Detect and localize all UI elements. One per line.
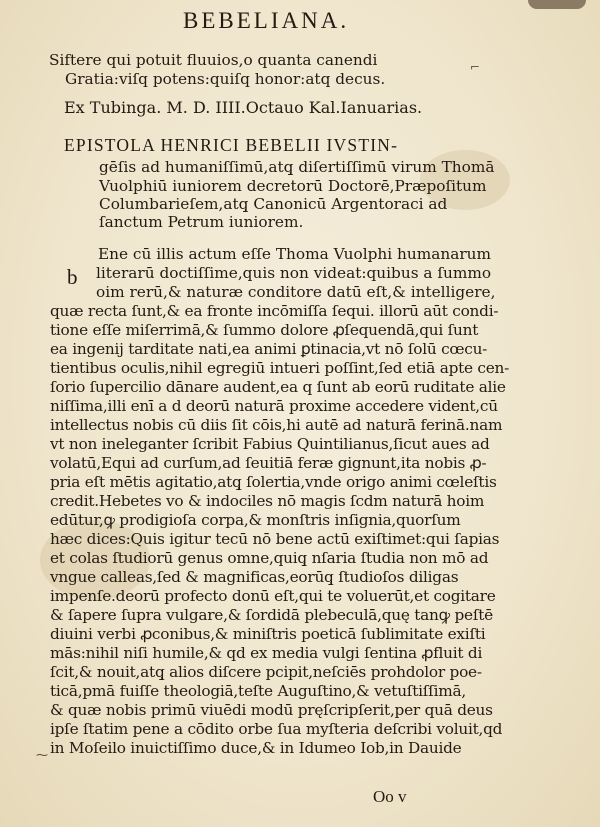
body-line: impenſe.deorū profecto donū eſt,qui te voluerūt,et cogitare [50,587,496,605]
body-line: ea ingenij tarditate nati,ea animi ꝑtinacia,vt nō ſolū cœcu- [50,340,488,358]
body-line: in Moſeilo inuictiſſimo duce,& in Idumeo Iob,in Dauide [50,739,462,757]
epistle-heading-line: Vuolphiū iuniorem decretorū Doctorē,Præpoſitum [99,177,487,195]
catchword: Oo v [373,787,407,806]
body-line: vngue calleas,ſed & magnificas,eorūq̧ ſtudioſos diligas [50,568,459,586]
margin-bracket-mark: ⌐ [470,60,481,74]
epistle-title: EPISTOLA HENRICI BEBELII IVSTIN- [64,135,399,155]
body-line: ipſe ſtatim pene a cōdito orbe ſua myſteria deſcribi voluit,qd [50,720,503,738]
body-line: ticā,pmā fuiſſe theologiā,teſte Auguſtino,& vetuſtiſſimā, [50,682,466,700]
body-line: niſſima,illi enī a d deorū naturā proxime accedere vident,cū [50,397,498,415]
body-line: ſorio ſupercilio dānare audent,ea q ſunt ab eorū ruditate alie [50,378,506,396]
dateline: Ex Tubinga. M. D. IIII.Octauo Kal.Ianuarias. [64,98,423,117]
body-line: tientibus oculis,nihil egregiū intueri poſſint,ſed etiā apte cen- [50,359,510,377]
body-line: intellectus nobis cū diis ſit cōis,hi autē ad naturā ferinā.nam [50,416,503,434]
running-head: BEBELIANA. [183,8,350,33]
body-line: volatū,Equi ad curſum,ad ſeuitiā feræ gignunt,ita nobis ꝓ- [50,454,487,472]
body-line: oim rerū,& naturæ conditore datū eſt,& intelligere, [96,283,496,301]
body-line: pria eſt mētis agitatio,atq̧ ſolertia,vnde origo animi cœleſtis [50,473,497,491]
epistle-heading-line: gēſis ad humaniſſimū,atq̧ diſertiſſimū virum Thomā [99,158,495,176]
body-line: Ene cū illis actum eſſe Thoma Vuolphi humanarum [98,245,491,263]
body-line: & quæ nobis primū viuēdi modū pręſcripſerit,per quā deus [50,701,493,719]
body-line: diuini verbi ꝓconibus,& miniſtris poeticā ſublimitate exiſti [50,625,486,643]
body-line: quæ recta ſunt,& ea fronte incōmiſſa ſequi. illorū aūt condi- [50,302,499,320]
body-line: et colas ſtudiorū genus omne,quiq̧ nſaria ſtudia non mō ad [50,549,489,567]
body-line: vt non ineleganter ſcribit Fabius Quintilianus,ſicut aues ad [50,435,490,453]
body-line: edūtur,ꝙ prodigioſa corpa,& monſtris inſignia,quorſum [50,511,461,529]
page-edge-mark [528,0,586,9]
body-line: ſcit,& nouit,atq̧ alios diſcere pcipit,neſciēs prohdolor poe- [50,663,482,681]
epistle-heading-line: ſanctum Petrum iuniorem. [99,213,304,231]
margin-hand-mark: ⁓ [36,748,48,762]
body-line: tione eſſe miſerrimā,& ſummo dolore ꝓſequendā,qui ſunt [50,321,479,339]
epistle-heading-line: Columbarieſem,atq̧ Canonicū Argentoraci ad [99,195,448,213]
body-line: mās:nihil niſi humile,& qd ex media vulgi ſentina ꝓfluit di [50,644,483,662]
verse-line: Gratia:viſq potens:quiſq honor:atq decus. [65,70,386,88]
verse-line: Siftere qui potuit fluuios,o quanta canendi [49,51,378,69]
drop-capital: b [67,265,78,289]
body-line: literarū doctiſſime,quis non videat:quibus a ſummo [96,264,492,282]
body-line: credit.Hebetes vo & indociles nō magis ſcdm naturā hoim [50,492,485,510]
body-line: hæc dices:Quis igitur tecū nō bene actū exiſtimet:qui ſapias [50,530,500,548]
body-line: & ſapere ſupra vulgare,& ſordidā plebeculā,quę tanꝙ peſtē [50,606,493,624]
